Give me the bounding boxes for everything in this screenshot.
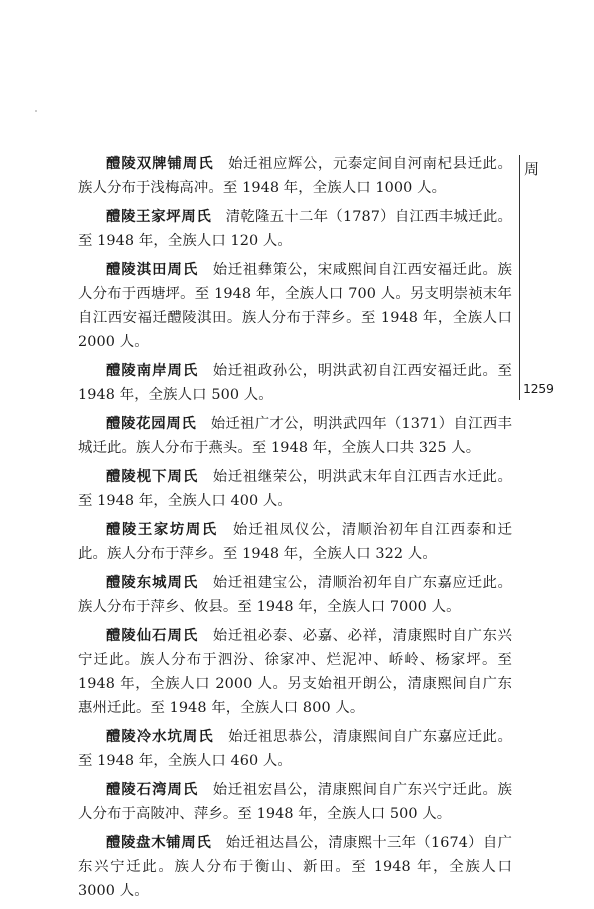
entry-text: 始迁祖思恭公，清康熙间自广东嘉应迁此。至 1948 年，全族人口 460 人。 — [78, 729, 512, 769]
scan-speck — [35, 110, 37, 112]
entry-text: 始迁祖政孙公，明洪武初自江西安福迁此。至 1948 年，全族人口 500 人。 — [78, 363, 512, 403]
entry-xianshi — [78, 624, 512, 720]
entry-wangjiafang — [78, 518, 512, 566]
entry-shuangpaipu — [78, 152, 512, 200]
entry-name: 醴陵石湾周氏 — [106, 782, 199, 798]
entry-name: 醴陵南岸周氏 — [106, 363, 199, 379]
entry-text: 始迁祖达昌公，清康熙十三年（1674）自广东兴宁迁此。族人分布于衡山、新田。至 1948 年，全族人口 3000 人。 — [78, 835, 512, 899]
entry-name: 醴陵盘木铺周氏 — [106, 835, 212, 851]
entry-name: 醴陵王家坊周氏 — [106, 522, 218, 538]
entry-name: 醴陵仙石周氏 — [106, 628, 199, 644]
entry-panmupu — [78, 831, 512, 903]
entry-wangjiaping — [78, 205, 512, 253]
entry-name: 醴陵淇田周氏 — [106, 262, 199, 278]
entry-text: 始迁祖应辉公，元泰定间自河南杞县迁此。族人分布于浅梅高冲。至 1948 年，全族人口 1000 人。 — [78, 156, 512, 196]
entry-name: 醴陵冷水坑周氏 — [106, 729, 214, 745]
entry-qitian — [78, 258, 512, 354]
entry-nanan — [78, 359, 512, 407]
entry-huayuan — [78, 412, 512, 460]
entry-text: 始迁祖继荣公，明洪武末年自江西吉水迁此。至 1948 年，全族人口 400 人。 — [78, 469, 512, 509]
entry-name: 醴陵花园周氏 — [106, 416, 197, 432]
entry-text: 始迁祖广才公，明洪武四年（1371）自江西丰城迁此。族人分布于燕头。至 1948 年，全族人口共 325 人。 — [78, 416, 512, 456]
margin-rule — [519, 155, 520, 400]
entry-name: 醴陵枧下周氏 — [106, 469, 199, 485]
entry-text: 始迁祖必泰、必嘉、必祥，清康熙时自广东兴宁迁此。族人分布于泗汾、徐家冲、烂泥冲、峤岭、杨家坪。至 1948 年，全族人口 2000 人。另支始祖开朗公，清康熙间自广东惠州迁此。至 1948 年，全族人口 800 人。 — [78, 628, 512, 716]
entry-text: 始迁祖宏昌公，清康熙间自广东兴宁迁此。族人分布于高陂冲、萍乡。至 1948 年，全族人口 500 人。 — [78, 782, 512, 822]
entry-name: 醴陵东城周氏 — [106, 575, 199, 591]
entry-name: 醴陵王家坪周氏 — [106, 209, 212, 225]
entry-jianxia — [78, 465, 512, 513]
entry-text: 始迁祖建宝公，清顺治初年自广东嘉应迁此。族人分布于萍乡、攸县。至 1948 年，全族人口 7000 人。 — [78, 575, 512, 615]
entry-text: 始迁祖彝策公，宋咸熙间自江西安福迁此。族人分布于西塘坪。至 1948 年，全族人口 700 人。另支明崇祯末年自江西安福迁醴陵淇田。族人分布于萍乡。至 1948 年，全族人口 2000 人。 — [78, 262, 512, 350]
entry-name: 醴陵双牌铺周氏 — [106, 156, 214, 172]
entry-dongcheng — [78, 571, 512, 619]
section-marker: 周 — [524, 160, 540, 178]
entry-shiwan — [78, 778, 512, 826]
entry-lengshuikeng — [78, 725, 512, 773]
page-number: 1259 — [523, 381, 554, 396]
body-text — [78, 152, 512, 908]
entry-text: 清乾隆五十二年（1787）自江西丰城迁此。至 1948 年，全族人口 120 人。 — [78, 209, 512, 249]
entry-text: 始迁祖凤仪公，清顺治初年自江西泰和迁此。族人分布于萍乡。至 1948 年，全族人口 322 人。 — [78, 522, 512, 562]
